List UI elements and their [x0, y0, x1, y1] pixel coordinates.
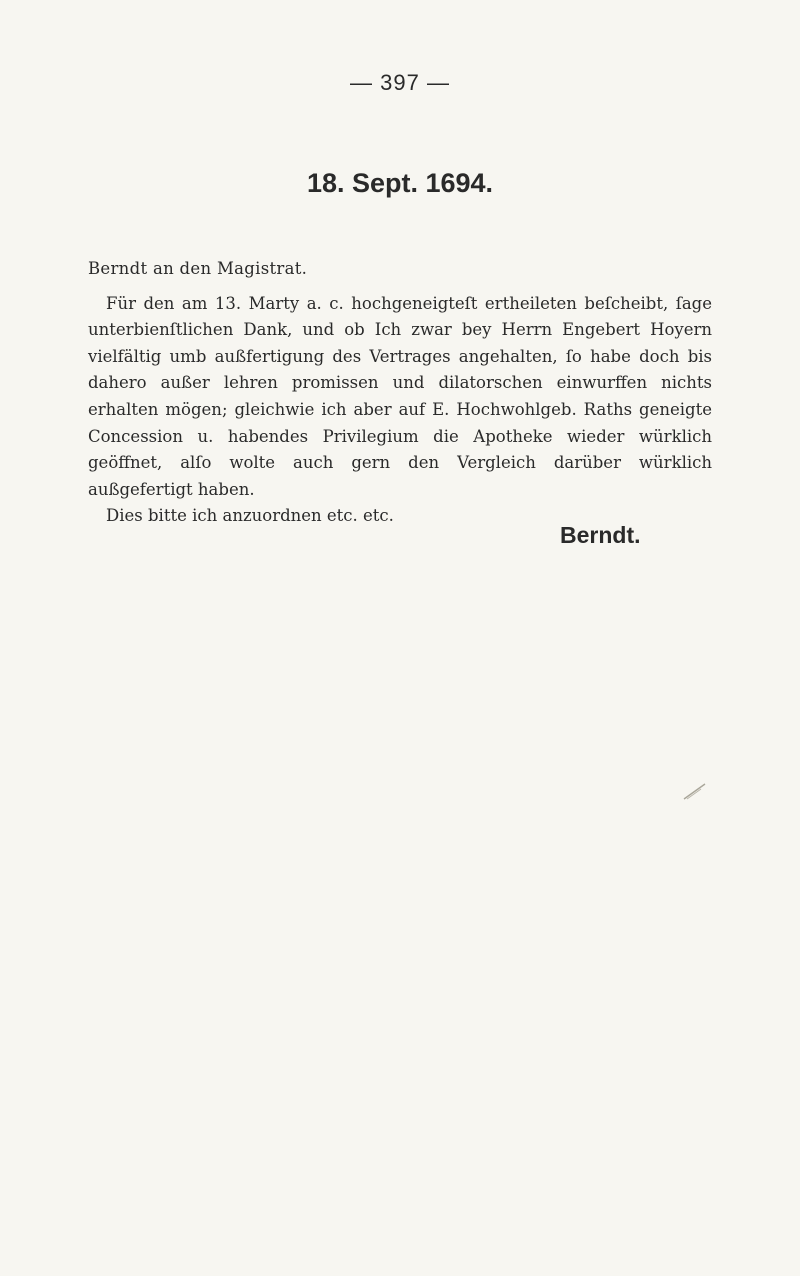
date-heading: 18. Sept. 1694. — [306, 168, 494, 198]
pencil-mark — [680, 780, 710, 804]
closing-line: Dies bitte ich anzuordnen etc. etc. — [106, 506, 394, 526]
signature: Berndt. — [560, 522, 641, 548]
letter-body — [88, 256, 712, 530]
sender-line: Berndt an den Magistrat. — [88, 259, 308, 278]
page-number: — 397 — — [350, 70, 450, 95]
body-paragraph: Für den am 13. Marty a. c. hochgeneigteſt ertheileten beſcheibt, ſage unterbienſtlichen Dank, und ob Ich zwar bey Herrn Engebert Hoyern vielfältig umb außfertigung des Vertrages angehalten, ſo habe doch bis dahero außer lehren promissen und dilatorschen einwurffen nichts erhalten mögen; gleichwie ich aber auf E. Hochwohlgeb. Raths geneigte Concession u. habendes Privilegium die Apotheke wieder würklich geöffnet, alſo wolte auch gern den Vergleich darüber würklich außgefertigt haben. — [88, 293, 712, 499]
